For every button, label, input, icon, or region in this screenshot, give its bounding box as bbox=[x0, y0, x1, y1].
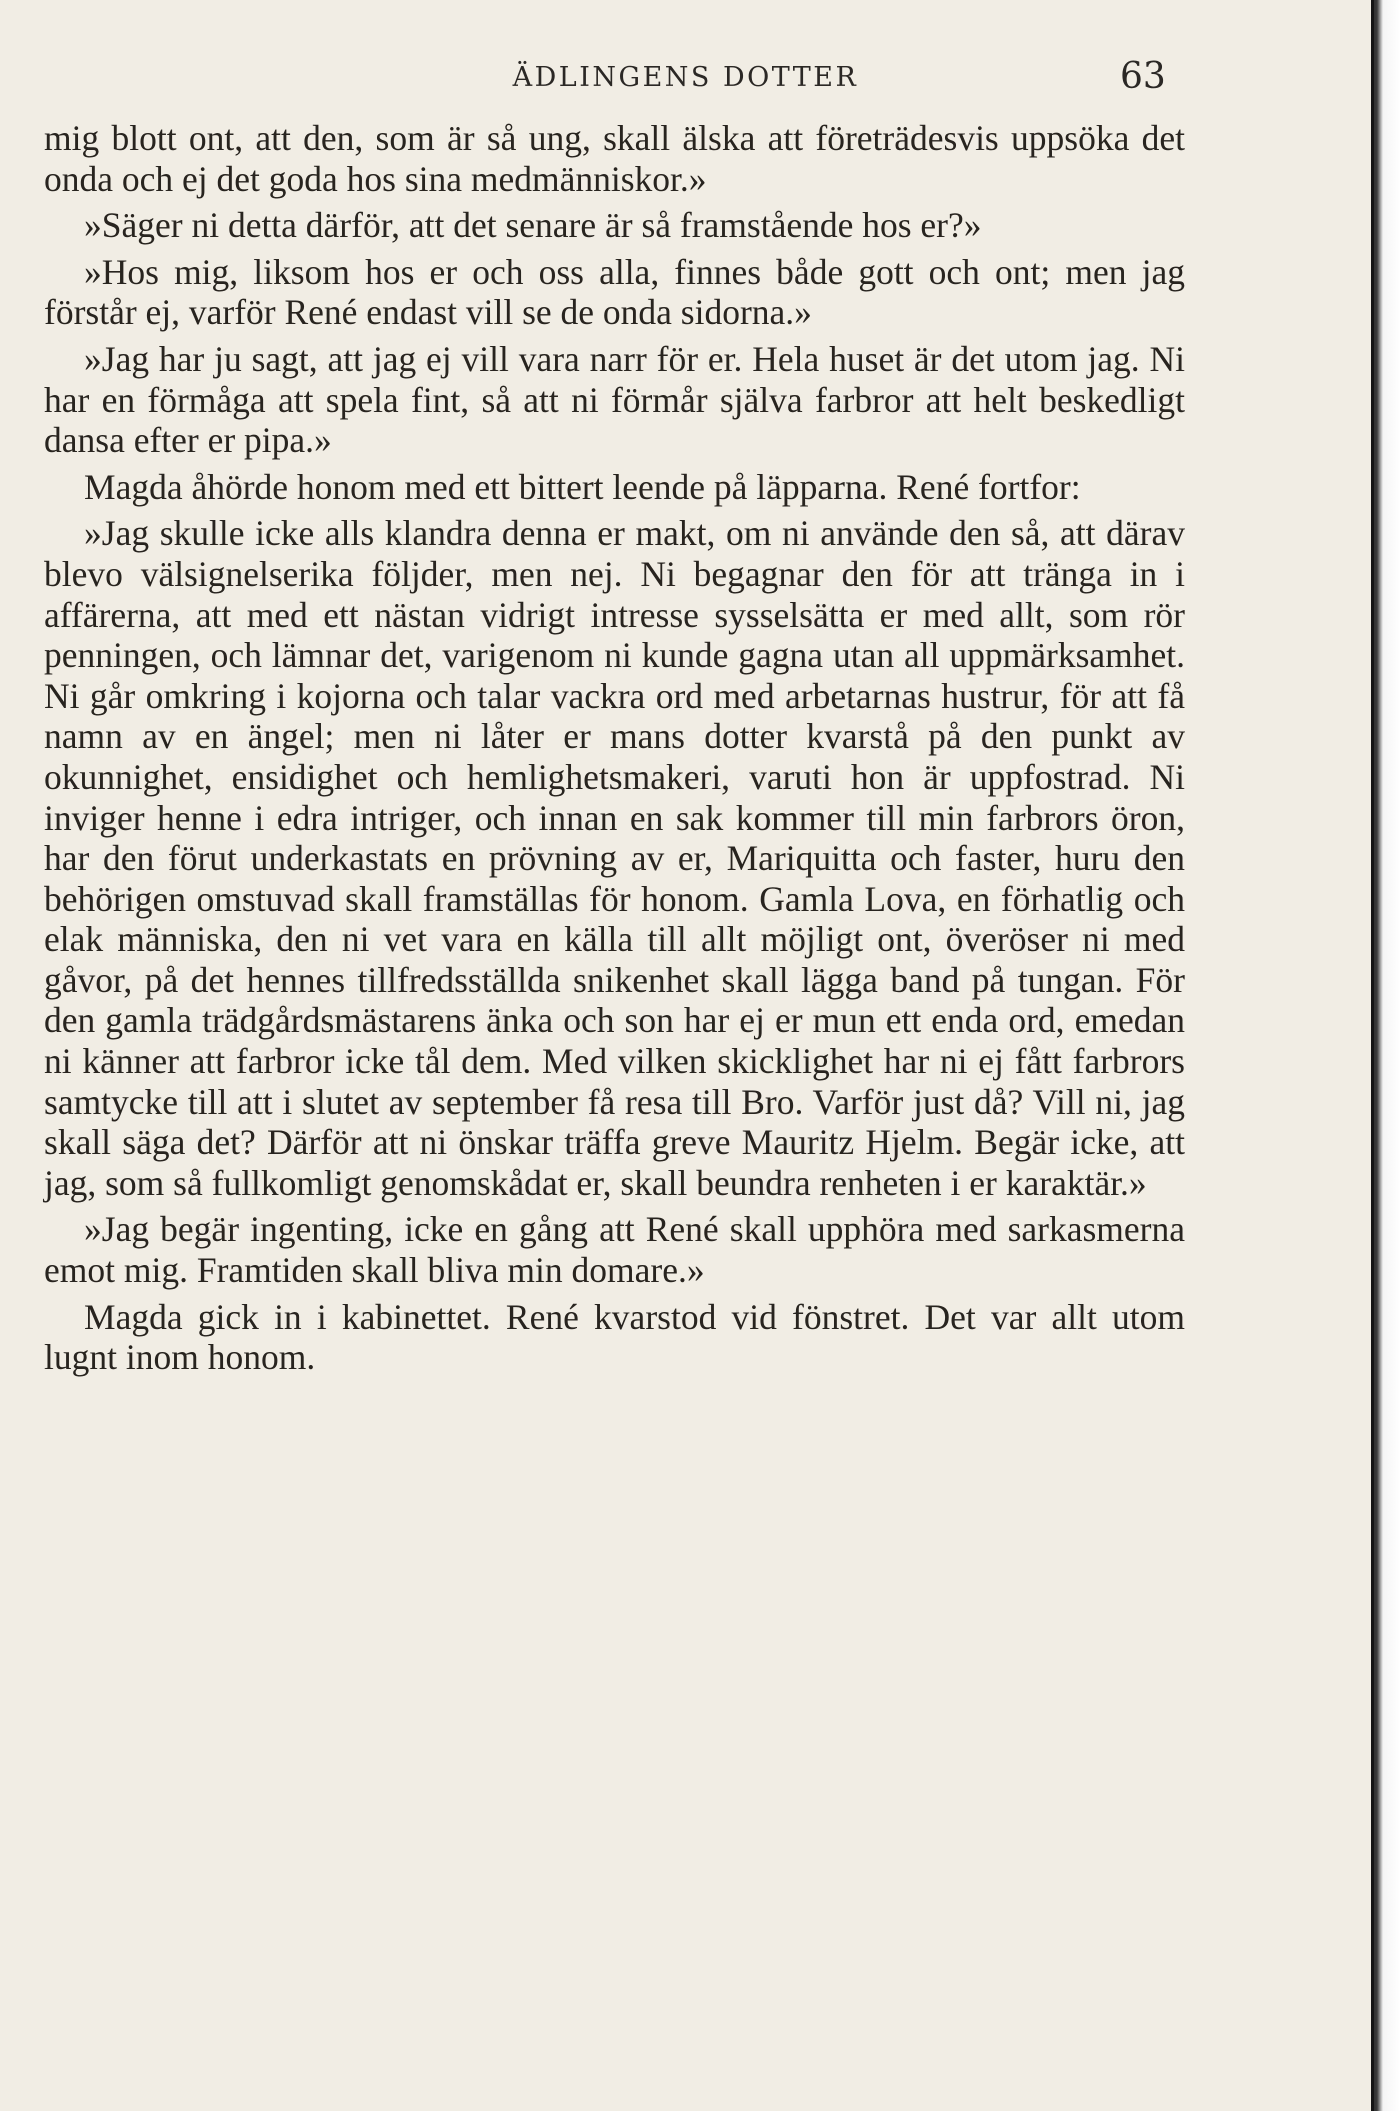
paragraph: »Jag skulle icke alls klandra denna er makt, om ni använde den så, att därav blevo välsignelserika följder, men nej. Ni begagnar den för att tränga in i affärerna, att med ett nästan vidrigt intresse sysselsätta er med allt, som rör penningen, och lämnar det, varigenom ni kunde gagna utan all uppmärksamhet. Ni går omkring i kojorna och talar vackra ord med arbetarnas hustrur, för att få namn av en ängel; men ni låter er mans dotter kvarstå på den punkt av okunnighet, ensidighet och hemlighetsmakeri, varuti hon är uppfostrad. Ni inviger henne i edra intriger, och innan en sak kommer till min farbrors öron, har den förut underkastats en prövning av er, Mariquitta och faster, huru den behörigen omstuvad skall framställas för honom. Gamla Lova, en förhatlig och elak människa, den ni vet vara en källa till allt möjligt ont, överöser ni med gåvor, på det hennes tillfredsställda snikenhet skall lägga band på tungan. För den gamla trädgårdsmästarens änka och son har ej er mun ett enda ord, emedan ni känner att farbror icke tål dem. Med vilken skicklighet har ni ej fått farbrors samtycke till att i slutet av september få resa till Bro. Varför just då? Vill ni, jag skall säga det? Därför att ni önskar träffa greve Mauritz Hjelm. Begär icke, att jag, som så fullkomligt genomskådat er, skall beundra renheten i er karaktär.» bbox=[44, 513, 1185, 1203]
paragraph: »Jag har ju sagt, att jag ej vill vara narr för er. Hela huset är det utom jag. Ni har en förmåga att spela fint, så att ni förmår själva farbror att helt beskedligt dansa efter er pipa.» bbox=[44, 338, 1185, 461]
body-text bbox=[44, 118, 1185, 1384]
running-title: ÄDLINGENS DOTTER bbox=[512, 62, 859, 93]
page-number: 63 bbox=[1120, 56, 1166, 97]
paragraph: Magda åhörde honom med ett bittert leende på läpparna. René fortfor: bbox=[84, 466, 1081, 507]
paragraph: »Hos mig, liksom hos er och oss alla, finnes både gott och ont; men jag förstår ej, varför René endast vill se de onda sidorna.» bbox=[44, 251, 1185, 333]
paragraph: mig blott ont, att den, som är så ung, skall älska att företrädesvis uppsöka det onda och ej det goda hos sina medmänniskor.» bbox=[44, 118, 1185, 199]
paragraph: »Jag begär ingenting, icke en gång att René skall upphöra med sarkasmerna emot mig. Framtiden skall bliva min domare.» bbox=[44, 1209, 1185, 1291]
paragraph: »Säger ni detta därför, att det senare är så framstående hos er?» bbox=[84, 205, 982, 246]
paragraph: Magda gick in i kabinettet. René kvarstod vid fönstret. Det var allt utom lugnt inom honom. bbox=[44, 1296, 1185, 1378]
scan-edge bbox=[1371, 0, 1400, 2111]
page-header bbox=[0, 56, 1371, 122]
